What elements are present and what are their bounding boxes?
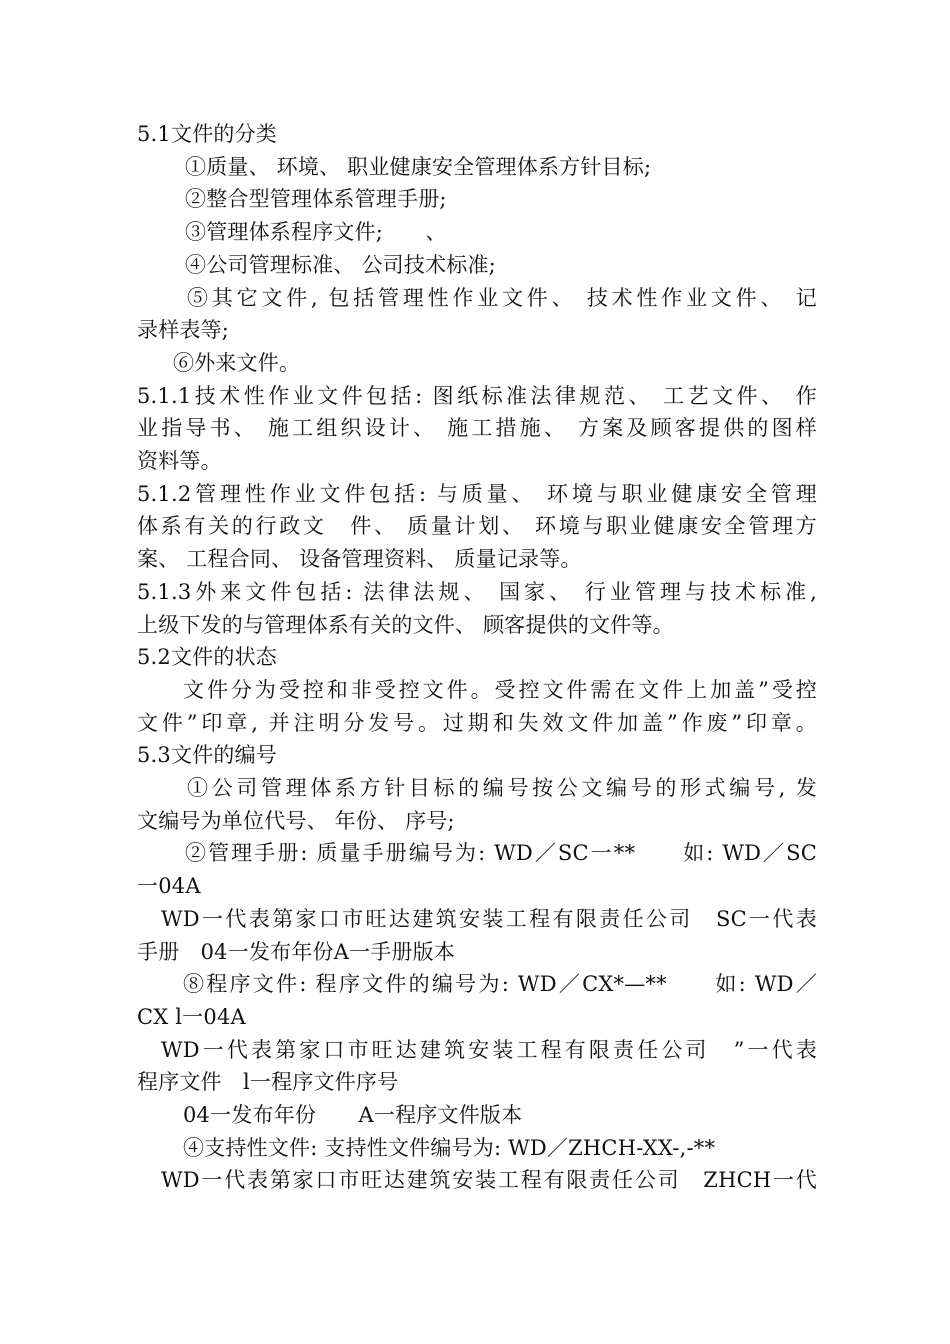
- text-line: ⑥外来文件。: [173, 350, 301, 375]
- text-line: ④公司管理标准、 公司技术标准;: [185, 252, 496, 277]
- text-line: 文件”印章, 并注明分发号。过期和失效文件加盖”作废”印章。: [137, 710, 817, 735]
- text-line: ③管理体系程序文件; 、: [185, 220, 447, 245]
- text-line: WD一代表第家口市旺达建筑安装工程有限责任公司 ”一代表: [161, 1037, 817, 1062]
- text-line: 文件分为受控和非受控文件。受控文件需在文件上加盖”受控: [183, 677, 817, 702]
- text-line: 5.2文件的状态: [137, 645, 277, 670]
- text-line: 录样表等;: [137, 318, 230, 343]
- text-line: 案、 工程合同、 设备管理资料、 质量记录等。: [137, 547, 582, 572]
- text-line: ①质量、 环境、 职业健康安全管理体系方针目标;: [185, 154, 652, 179]
- text-line: 04一发布年份 A一程序文件版本: [183, 1103, 523, 1127]
- text-line: ⑧程序文件: 程序文件的编号为: WD／CX*—** 如: WD／: [183, 972, 817, 997]
- text-line: 5.1.1技术性作业文件包括: 图纸标准法律规范、 工艺文件、 作: [137, 383, 817, 408]
- text-line: WD一代表第家口市旺达建筑安装工程有限责任公司 SC一代表: [161, 906, 817, 931]
- text-line: 5.1.3外来文件包括: 法律法规、 国家、 行业管理与技术标准,: [137, 579, 817, 604]
- text-line: ①公司管理体系方针目标的编号按公文编号的形式编号, 发: [187, 776, 817, 800]
- text-line: 资料等。: [137, 449, 222, 473]
- text-line: 5.1文件的分类: [137, 122, 277, 146]
- text-line: ⑤其它文件, 包括管理性作业文件、 技术性作业文件、 记: [187, 285, 817, 310]
- text-line: 上级下发的与管理体系有关的文件、 顾客提供的文件等。: [137, 612, 674, 637]
- text-line: ②管理手册: 质量手册编号为: WD／SC一** 如: WD／SC: [185, 841, 817, 866]
- text-line: CX l一04A: [137, 1004, 246, 1029]
- text-line: 文编号为单位代号、 年份、 序号;: [137, 808, 455, 833]
- text-line: ④支持性文件: 支持性文件编号为: WD／ZHCH-XX-,-**: [183, 1135, 716, 1160]
- text-line: 程序文件 l一程序文件序号: [137, 1070, 399, 1095]
- text-line: 手册 04一发布年份A一手册版本: [137, 939, 456, 964]
- text-line: 5.1.2管理性作业文件包括: 与质量、 环境与职业健康安全管理: [137, 481, 817, 506]
- text-line: 业指导书、 施工组织设计、 施工措施、 方案及顾客提供的图样: [137, 416, 817, 441]
- text-line: 体系有关的行政文 件、 质量计划、 环境与职业健康安全管理方: [137, 514, 817, 539]
- text-line: 5.3文件的编号: [137, 743, 277, 768]
- text-line: ②整合型管理体系管理手册;: [185, 187, 447, 212]
- text-line: WD一代表第家口市旺达建筑安装工程有限责任公司 ZHCH一代: [161, 1168, 817, 1193]
- text-line: 一04A: [137, 874, 201, 899]
